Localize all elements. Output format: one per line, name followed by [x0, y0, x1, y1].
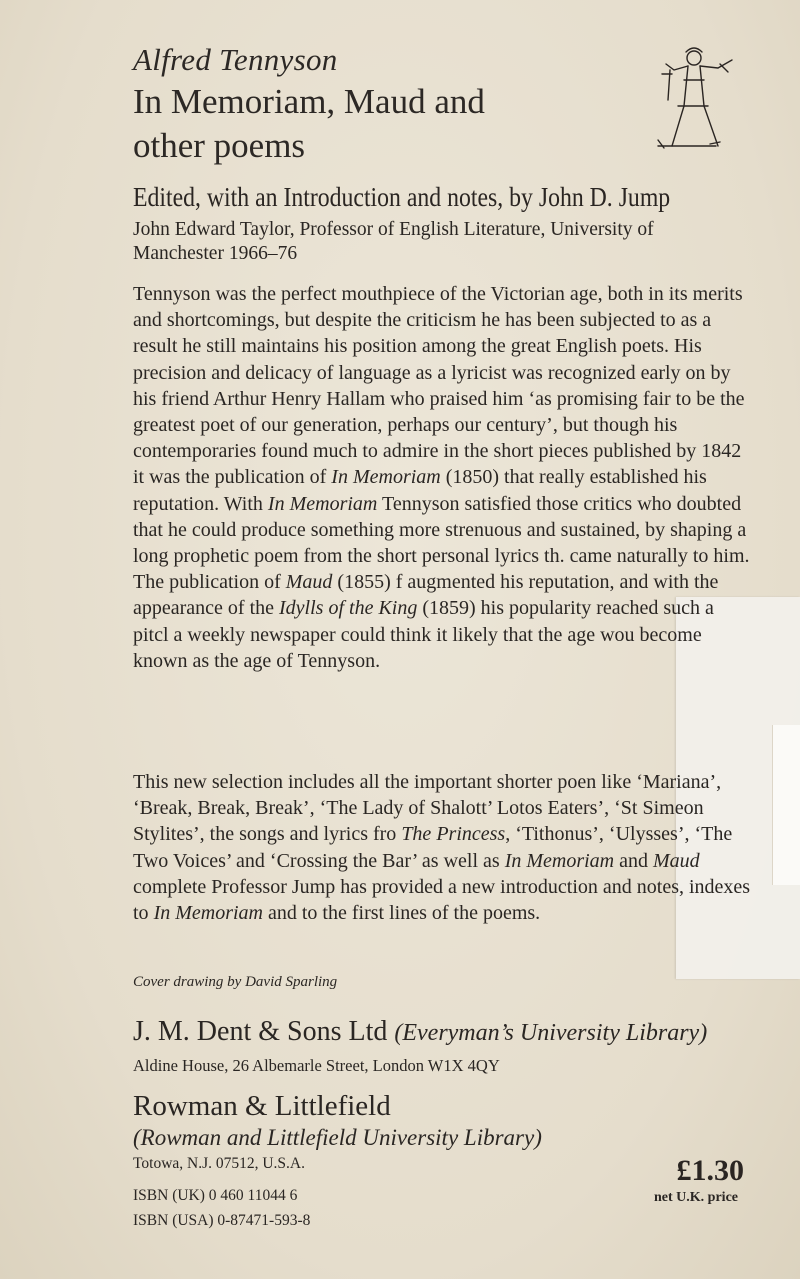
publisher-uk-series: (Everyman’s University Library) [394, 1020, 708, 1046]
publisher-uk-address: Aldine House, 26 Albemarle Street, London W1X 4QY [133, 1056, 500, 1075]
publisher-us-address: Totowa, N.J. 07512, U.S.A. [133, 1155, 305, 1172]
price-note: net U.K. price [654, 1190, 738, 1205]
publisher-us-series: (Rowman and Littlefield University Library) [133, 1125, 542, 1150]
isbn-usa: ISBN (USA) 0-87471-593-8 [133, 1212, 311, 1229]
book-title-line-2: other poems [133, 126, 306, 165]
price: £1.30 [676, 1154, 744, 1187]
blurb-paragraph-2: This new selection includes all the important shorter poen like ‘Mariana’, ‘Break, Break, Break’, ‘The Lady of Shalott’ Lotos Eaters’, ‘St Simeon Stylites’, the songs and lyrics fro The Princess, ‘Tithonus’, ‘Ulysses’, ‘The Two Voices’ and ‘Crossing the Bar’ as well as In Memoriam and Maud complete Professor Jump has provided a new introduction and notes, indexes to In Memoriam and to the first lines of the poems. [133, 771, 751, 925]
editor-credit: Edited, with an Introduction and notes, by John D. Jump [133, 182, 671, 212]
publisher-uk-name: J. M. Dent & Sons Ltd [133, 1016, 388, 1047]
isbn-uk: ISBN (UK) 0 460 11044 6 [133, 1187, 298, 1204]
editor-affiliation: John Edward Taylor, Professor of English Literature, University of Manchester 1966–76 [133, 219, 654, 264]
publisher-us-name: Rowman & Littlefield [133, 1090, 391, 1122]
author-name: Alfred Tennyson [133, 42, 338, 77]
sticker-tab [772, 725, 800, 885]
cover-drawing-credit: Cover drawing by David Sparling [133, 974, 338, 990]
book-title-line-1: In Memoriam, Maud and [133, 82, 485, 121]
publisher-uk [133, 1016, 707, 1048]
blurb-paragraph-1: Tennyson was the perfect mouthpiece of the Victorian age, both in its merits and shortcomings, but despite the criticism he has been subjected to as a result he still maintains his position among the great English poets. His precision and delicacy of language as a lyricist was recognized early on by his friend Arthur Henry Hallam who praised him ‘as promising fair to be the greatest poet of our generation, perhaps our century’, but though his contemporaries found much to admire in the short pieces published by 1842 it was the publication of In Memoriam (1850) that really established his reputation. With In Memoriam Tennyson satisfied those critics who doubted that he could produce something more strenuous and sustained, by shaping a long prophetic poem from the short personal lyrics th. came naturally to him. The publication of Maud (1855) f augmented his reputation, and with the appearance of the Idylls of the King (1859) his popularity reached such a pitcl a weekly newspaper could think it likely that the age wou become known as the age of Tennyson. [133, 283, 750, 672]
everyman-figure-icon [648, 40, 740, 156]
